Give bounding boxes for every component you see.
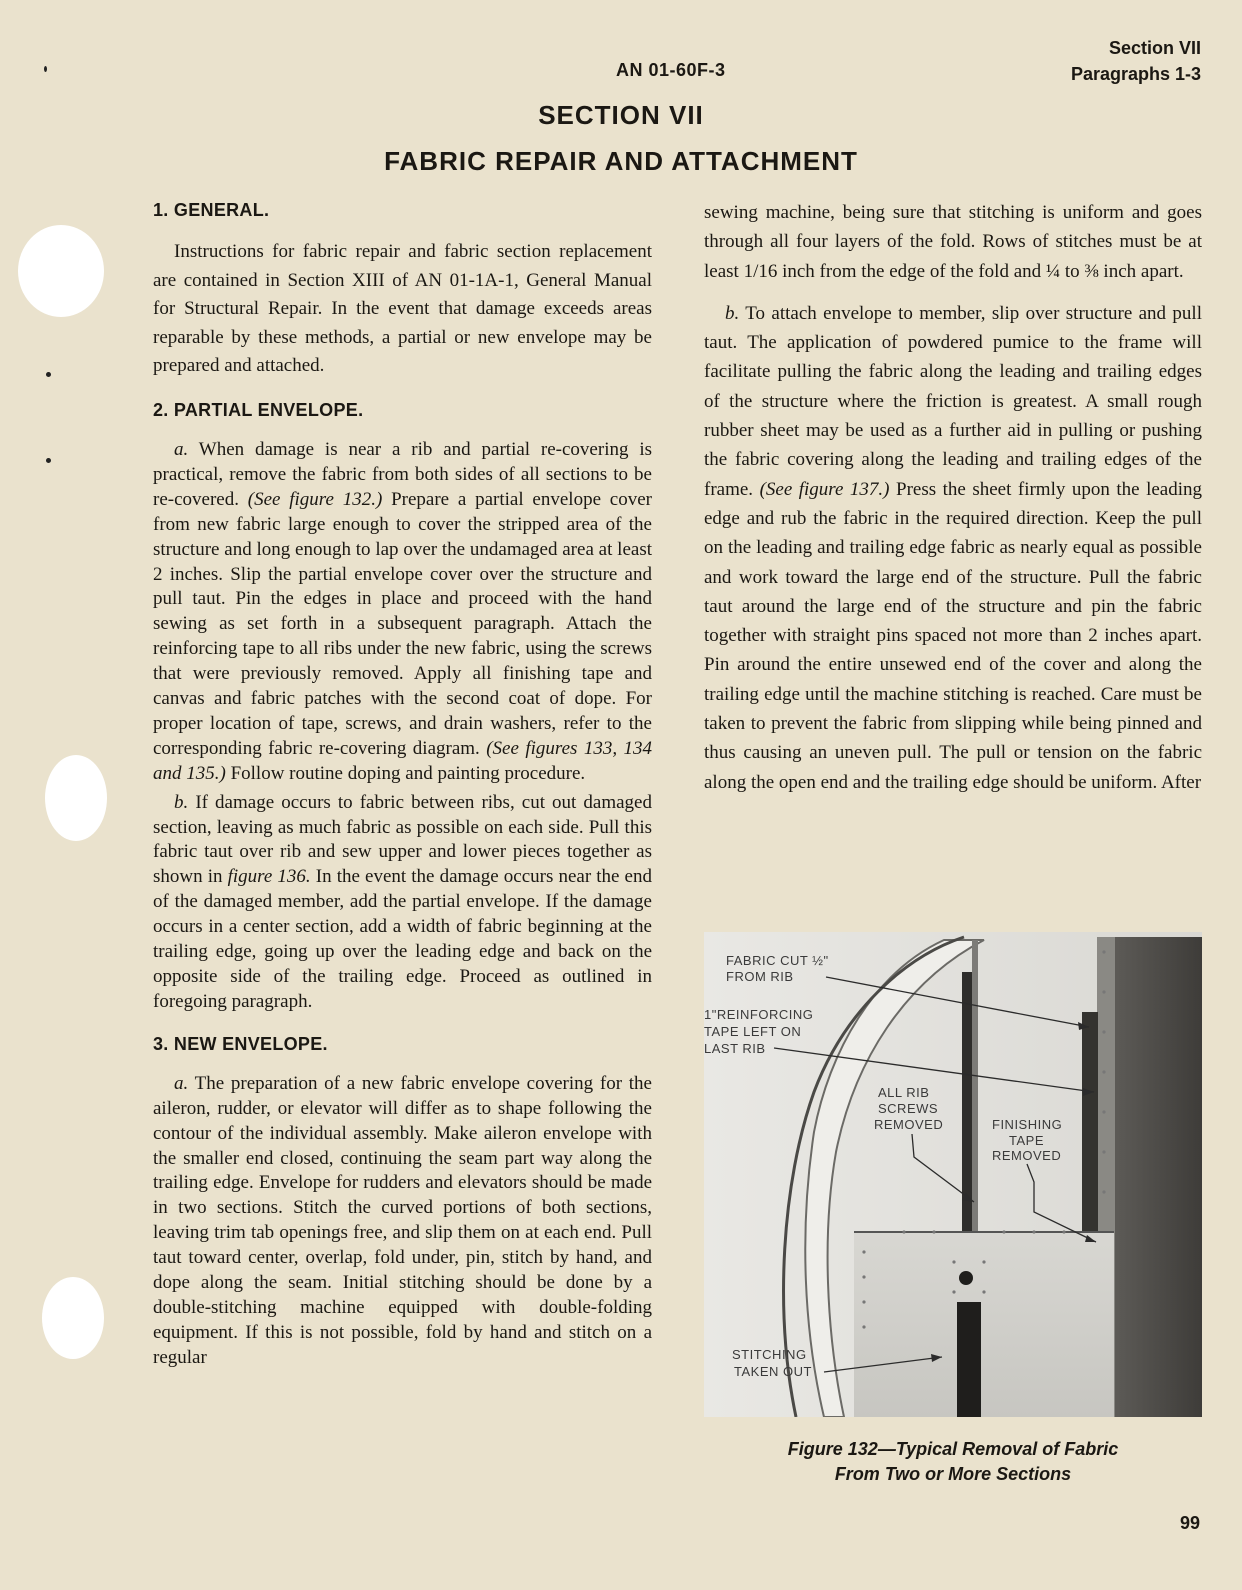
caption-line2: From Two or More Sections	[834, 1464, 1072, 1484]
document-number: AN 01-60F-3	[616, 60, 726, 80]
figure-caption	[704, 1437, 1202, 1487]
label-finishing-line3: REMOVED	[992, 1148, 1062, 1163]
section-label: Section VII	[1108, 38, 1201, 58]
left-column	[153, 200, 652, 1371]
label-rib-screws-line1: ALL RIB	[878, 1085, 930, 1100]
figure-132-photo	[704, 932, 1202, 1417]
label-stitching-line2: TAKEN OUT	[734, 1364, 812, 1379]
label-fabric-cut-line2: FROM RIB	[726, 969, 794, 984]
page-number: 99	[1179, 1513, 1200, 1533]
margin-mark	[46, 458, 51, 463]
label-fabric-cut-line1: FABRIC CUT ½"	[726, 953, 829, 968]
label-finishing-line1: FINISHING	[992, 1117, 1063, 1132]
label-stitching-line1: STITCHING	[732, 1347, 807, 1362]
label-finishing-line2: TAPE	[1009, 1133, 1044, 1148]
paragraph-3b: b. To attach envelope to member, slip over structure and pull taut. The application of powdered pumice to the frame will facilitate pulling the fabric along the leading and trailing edges of the structure where the friction is greatest. A small rough rubber sheet may be used as a further aid in pulling or pushing the fabric covering along the leading and trailing edges of the frame. (See figure 137.) Press the sheet firmly upon the leading edge and rub the fabric in the required direction. Keep the pull on the leading and trailing edge fabric as nearly equal as possible and work toward the large end of the structure. Pull the fabric taut around the large end of the structure and pin the fabric together with straight pins spaced not more than 2 inches apart. Pin around the entire unsewed end of the cover and along the trailing edge until the machine stitching is reached. Care must be taken to prevent the fabric from slipping while being pinned and thus causing an uneven pull. The pull or tension on the fabric along the open end and the trailing edge should be uniform. After	[704, 302, 1202, 793]
heading-partial-envelope: 2. PARTIAL ENVELOPE.	[153, 399, 364, 420]
binder-hole-bottom	[42, 1277, 104, 1359]
paragraph-3a: a. The preparation of a new fabric envelope covering for the aileron, rudder, or elevator will differ as to shape following the contour of the individual assembly. Make aileron envelope with the smaller end closed, continuing the seam part way along the trailing edge. Envelope for rudders and elevators should be made in two sections. Stitch the curved portions of both sections, leaving trim tab openings free, and slip them on at each end. Pull taut toward center, overlap, fold under, pin, stitch by hand, and dope along the seam. Initial stitching should be done by a double-stitching machine equipped with double-folding equipment. If this is not possible, fold by hand and stitch on a regular	[153, 1072, 652, 1368]
paragraph-2a: a. When damage is near a rib and partial re-covering is practical, remove the fabric from both sides of all sections to be re-covered. (See figure 132.) Prepare a partial envelope cover from new fabric large enough to cover the stripped area of the structure and long enough to lap over the undamaged area at least 2 inches. Slip the partial envelope cover over the structure and pull taut. Pin the edges in place and proceed with the hand sewing as set forth in a subsequent paragraph. Attach the reinforcing tape to all ribs under the new fabric, using the screws that were previously removed. Apply all finishing tape and canvas and fabric patches with the second coat of dope. For proper location of tape, screws, and drain washers, refer to the corresponding fabric re-covering diagram. (See figures 133, 134 and 135.) Follow routine doping and painting procedure.	[153, 438, 652, 784]
label-rib-screws-line3: REMOVED	[874, 1117, 944, 1132]
right-column	[704, 198, 1202, 797]
figure-132-illustration	[704, 932, 1202, 1417]
section-subtitle: FABRIC REPAIR AND ATTACHMENT	[384, 146, 858, 176]
heading-new-envelope: 3. NEW ENVELOPE.	[153, 1033, 328, 1054]
label-reinforcing-line1: 1"REINFORCING	[704, 1007, 814, 1022]
caption-line1: Figure 132—Typical Removal of Fabric	[787, 1439, 1119, 1459]
paragraphs-label: Paragraphs 1-3	[1070, 64, 1201, 84]
binder-hole-top	[18, 225, 104, 317]
paragraph-2b: b. If damage occurs to fabric between ribs, cut out damaged section, leaving as much fabric as possible on each side. Pull this fabric taut over rib and sew upper and lower pieces together as shown in figure 136. In the event the damage occurs near the end of the damaged member, add the partial envelope. If the damage occurs in a center section, add a width of fabric beginning at the trailing edge, going up over the leading edge and back on the opposite side of the trailing edge. Proceed as outlined in foregoing paragraph.	[153, 791, 652, 1012]
margin-mark	[44, 66, 47, 72]
label-reinforcing-line2: TAPE LEFT ON	[704, 1024, 802, 1039]
label-rib-screws-line2: SCREWS	[878, 1101, 939, 1116]
section-title: SECTION VII	[538, 100, 704, 130]
heading-general: 1. GENERAL.	[153, 200, 270, 220]
running-header	[1071, 35, 1201, 87]
paragraph-general: Instructions for fabric repair and fabric section replacement are contained in Section XIII of AN 01-1A-1, General Manual for Structural Repair. In the event that damage exceeds areas reparable by these methods, a partial or new envelope may be prepared and attached.	[153, 241, 652, 377]
binder-hole-middle	[45, 755, 107, 841]
paragraph-3a-continued: sewing machine, being sure that stitching is uniform and goes through all four layers of the fold. Rows of stitches must be at least 1/16 inch from the edge of the fold and ¼ to ⅜ inch apart.	[704, 202, 1202, 282]
margin-mark	[46, 372, 51, 377]
label-reinforcing-line3: LAST RIB	[704, 1041, 766, 1056]
